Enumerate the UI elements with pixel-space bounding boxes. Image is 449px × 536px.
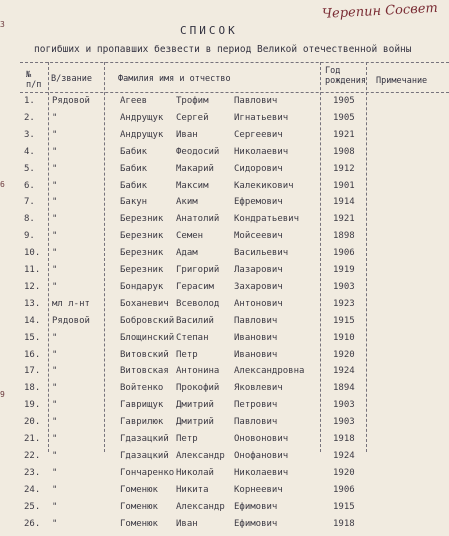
row-patronymic: Николаевич: [234, 146, 289, 157]
row-birth-year: 1912: [333, 163, 355, 174]
row-patronymic: Иванович: [234, 349, 278, 360]
row-first-name: Петр: [176, 434, 198, 444]
row-rank: ": [52, 129, 58, 140]
row-first-name: Григорий: [176, 265, 220, 275]
row-first-name: Трофим: [176, 96, 209, 106]
row-last-name: Гдазацкий: [120, 434, 169, 444]
row-first-name: Семен: [176, 231, 204, 242]
margin-mark: 9: [0, 390, 5, 399]
table-row: [0, 333, 449, 350]
handwritten-annotation: Черепин Сосвет: [321, 0, 439, 22]
row-first-name: Дмитрий: [176, 417, 214, 428]
row-birth-year: 1903: [333, 281, 355, 292]
row-last-name: Бобровский: [120, 315, 175, 326]
row-birth-year: 1921: [333, 129, 355, 140]
row-birth-year: 1918: [333, 434, 355, 444]
margin-mark: 6: [0, 180, 5, 189]
row-number: 8.: [24, 214, 35, 225]
row-number: 15.: [24, 332, 41, 343]
row-last-name: Березник: [120, 248, 164, 259]
row-rank: ": [52, 214, 58, 225]
row-first-name: Никита: [176, 484, 209, 495]
row-number: 5.: [24, 163, 35, 174]
row-last-name: Гоменюк: [120, 484, 158, 495]
row-number: 9.: [24, 231, 35, 242]
row-patronymic: Кондратьевич: [234, 214, 300, 225]
row-birth-year: 1919: [333, 265, 355, 275]
row-patronymic: Павлович: [234, 417, 278, 428]
row-rank: ": [52, 501, 58, 512]
row-rank: ": [52, 349, 58, 360]
row-patronymic: Павлович: [234, 96, 278, 106]
row-birth-year: 1908: [333, 146, 355, 157]
row-first-name: Анатолий: [176, 214, 220, 225]
row-last-name: Березник: [120, 231, 164, 242]
row-rank: ": [52, 197, 58, 208]
row-patronymic: Ефимович: [234, 518, 278, 529]
row-first-name: Александр: [176, 450, 225, 461]
header-year: Год рождения: [325, 66, 366, 86]
table-row: [0, 248, 449, 265]
row-birth-year: 1905: [333, 112, 355, 123]
row-first-name: Феодосий: [176, 146, 220, 157]
row-first-name: Всеволод: [176, 298, 220, 309]
row-last-name: Витовская: [120, 366, 169, 377]
table-row: [0, 485, 449, 502]
row-birth-year: 1906: [333, 484, 355, 495]
row-patronymic: Оновонович: [234, 434, 289, 444]
row-first-name: Василий: [176, 315, 214, 326]
row-rank: ": [52, 332, 58, 343]
row-rank: ": [52, 112, 58, 123]
row-birth-year: 1898: [333, 231, 355, 242]
row-patronymic: Александровна: [234, 366, 305, 377]
table-row: [0, 164, 449, 181]
table-row: [0, 96, 449, 113]
row-birth-year: 1920: [333, 349, 355, 360]
row-birth-year: 1910: [333, 332, 355, 343]
row-birth-year: 1915: [333, 315, 355, 326]
row-birth-year: 1923: [333, 298, 355, 309]
row-last-name: Андрущук: [120, 112, 164, 123]
row-last-name: Гаврищук: [120, 400, 164, 411]
row-patronymic: Яковлевич: [234, 383, 283, 394]
table-row: [0, 197, 449, 214]
row-patronymic: Иванович: [234, 332, 278, 343]
row-number: 16.: [24, 349, 41, 360]
table-row: [0, 451, 449, 468]
table-top-rule: [20, 62, 449, 63]
table-row: [0, 519, 449, 536]
row-number: 2.: [24, 112, 35, 123]
row-rank: ": [52, 146, 58, 157]
row-birth-year: 1906: [333, 248, 355, 259]
row-number: 20.: [24, 417, 41, 428]
row-number: 25.: [24, 501, 41, 512]
row-first-name: Степан: [176, 332, 209, 343]
header-note: Примечание: [376, 76, 428, 86]
table-row: [0, 502, 449, 519]
row-first-name: Дмитрий: [176, 400, 214, 411]
row-patronymic: Захарович: [234, 281, 283, 292]
table-row: [0, 130, 449, 147]
row-last-name: Бабик: [120, 180, 148, 191]
row-rank: ": [52, 417, 58, 428]
row-first-name: Сергей: [176, 112, 209, 123]
row-rank: ": [52, 265, 58, 275]
header-name: Фамилия имя и отчество: [118, 74, 231, 84]
row-patronymic: Корнеевич: [234, 484, 283, 495]
table-header-rule: [20, 92, 449, 93]
row-rank: Рядовой: [52, 315, 90, 326]
row-birth-year: 1894: [333, 383, 355, 394]
row-last-name: Войтенко: [120, 383, 164, 394]
row-patronymic: Антонович: [234, 298, 283, 309]
row-number: 3.: [24, 129, 35, 140]
row-last-name: Бабик: [120, 146, 148, 157]
row-birth-year: 1905: [333, 96, 355, 106]
row-first-name: Прокофий: [176, 383, 220, 394]
row-number: 7.: [24, 197, 35, 208]
row-number: 11.: [24, 265, 41, 275]
row-number: 21.: [24, 434, 41, 444]
row-first-name: Петр: [176, 349, 198, 360]
row-birth-year: 1918: [333, 518, 355, 529]
table-row: [0, 400, 449, 417]
row-number: 1.: [24, 96, 35, 106]
row-patronymic: Петрович: [234, 400, 278, 411]
row-first-name: Герасим: [176, 281, 214, 292]
table-row: [0, 383, 449, 400]
row-patronymic: Ефимович: [234, 501, 278, 512]
row-first-name: Аким: [176, 197, 198, 208]
row-number: 10.: [24, 248, 41, 259]
row-last-name: Андрущук: [120, 129, 164, 140]
row-number: 12.: [24, 281, 41, 292]
row-number: 14.: [24, 315, 41, 326]
row-first-name: Максим: [176, 180, 209, 191]
row-first-name: Иван: [176, 129, 198, 140]
table-row: [0, 147, 449, 164]
row-birth-year: 1921: [333, 214, 355, 225]
row-rank: ": [52, 434, 58, 444]
row-patronymic: Васильевич: [234, 248, 289, 259]
row-first-name: Николай: [176, 467, 214, 478]
row-last-name: Агеев: [120, 96, 148, 106]
row-birth-year: 1901: [333, 180, 355, 191]
row-last-name: Бакун: [120, 197, 148, 208]
table-row: [0, 299, 449, 316]
row-number: 19.: [24, 400, 41, 411]
row-rank: ": [52, 400, 58, 411]
row-rank: ": [52, 248, 58, 259]
row-number: 4.: [24, 146, 35, 157]
row-rank: мл л-нт: [52, 298, 90, 309]
row-birth-year: 1920: [333, 467, 355, 478]
row-number: 23.: [24, 467, 41, 478]
row-number: 17.: [24, 366, 41, 377]
row-first-name: Антонина: [176, 366, 220, 377]
row-number: 26.: [24, 518, 41, 529]
table-row: [0, 366, 449, 383]
table-row: [0, 434, 449, 451]
row-patronymic: Лазарович: [234, 265, 283, 275]
row-last-name: Гоменюк: [120, 518, 158, 529]
row-rank: ": [52, 231, 58, 242]
row-last-name: Гоменюк: [120, 501, 158, 512]
row-last-name: Гаврилюк: [120, 417, 164, 428]
row-rank: ": [52, 383, 58, 394]
row-patronymic: Сидорович: [234, 163, 283, 174]
header-rank: В/звание: [51, 74, 92, 84]
row-number: 13.: [24, 298, 41, 309]
row-birth-year: 1915: [333, 501, 355, 512]
row-patronymic: Калекикович: [234, 180, 294, 191]
table-row: [0, 350, 449, 367]
row-last-name: Блощинский: [120, 332, 175, 343]
row-first-name: Александр: [176, 501, 225, 512]
row-birth-year: 1903: [333, 417, 355, 428]
row-rank: ": [52, 467, 58, 478]
header-num: № п/п: [26, 70, 42, 90]
row-last-name: Бабик: [120, 163, 148, 174]
row-rank: ": [52, 518, 58, 529]
row-last-name: Березник: [120, 214, 164, 225]
row-last-name: Витовский: [120, 349, 169, 360]
row-last-name: Боханевич: [120, 298, 169, 309]
table-row: [0, 181, 449, 198]
row-last-name: Березник: [120, 265, 164, 275]
row-birth-year: 1903: [333, 400, 355, 411]
row-rank: ": [52, 484, 58, 495]
row-patronymic: Ефремович: [234, 197, 283, 208]
table-row: [0, 316, 449, 333]
row-rank: ": [52, 366, 58, 377]
row-birth-year: 1914: [333, 197, 355, 208]
document-title: СПИСОК: [180, 24, 238, 37]
row-number: 18.: [24, 383, 41, 394]
row-rank: ": [52, 281, 58, 292]
row-patronymic: Николаевич: [234, 467, 289, 478]
row-number: 22.: [24, 450, 41, 461]
table-row: [0, 113, 449, 130]
row-last-name: Бондарук: [120, 281, 164, 292]
row-patronymic: Павлович: [234, 315, 278, 326]
row-rank: ": [52, 450, 58, 461]
row-rank: ": [52, 163, 58, 174]
row-first-name: Иван: [176, 518, 198, 529]
table-row: [0, 231, 449, 248]
row-last-name: Гончаренко: [120, 467, 175, 478]
row-patronymic: Онофанович: [234, 450, 289, 461]
table-row: [0, 265, 449, 282]
row-rank: ": [52, 180, 58, 191]
row-number: 24.: [24, 484, 41, 495]
row-first-name: Адам: [176, 248, 198, 259]
margin-mark: 3: [0, 20, 5, 29]
table-row: [0, 214, 449, 231]
document-subtitle: погибших и пропавших безвести в период Великой отечественной войны: [34, 44, 412, 55]
table-row: [0, 468, 449, 485]
row-patronymic: Мойсеевич: [234, 231, 283, 242]
row-last-name: Гдазацкий: [120, 450, 169, 461]
row-patronymic: Игнатьевич: [234, 112, 289, 123]
row-first-name: Макарий: [176, 163, 214, 174]
row-birth-year: 1924: [333, 366, 355, 377]
row-number: 6.: [24, 180, 35, 191]
row-rank: Рядовой: [52, 96, 90, 106]
row-birth-year: 1924: [333, 450, 355, 461]
table-row: [0, 282, 449, 299]
row-patronymic: Сергеевич: [234, 129, 283, 140]
table-row: [0, 417, 449, 434]
